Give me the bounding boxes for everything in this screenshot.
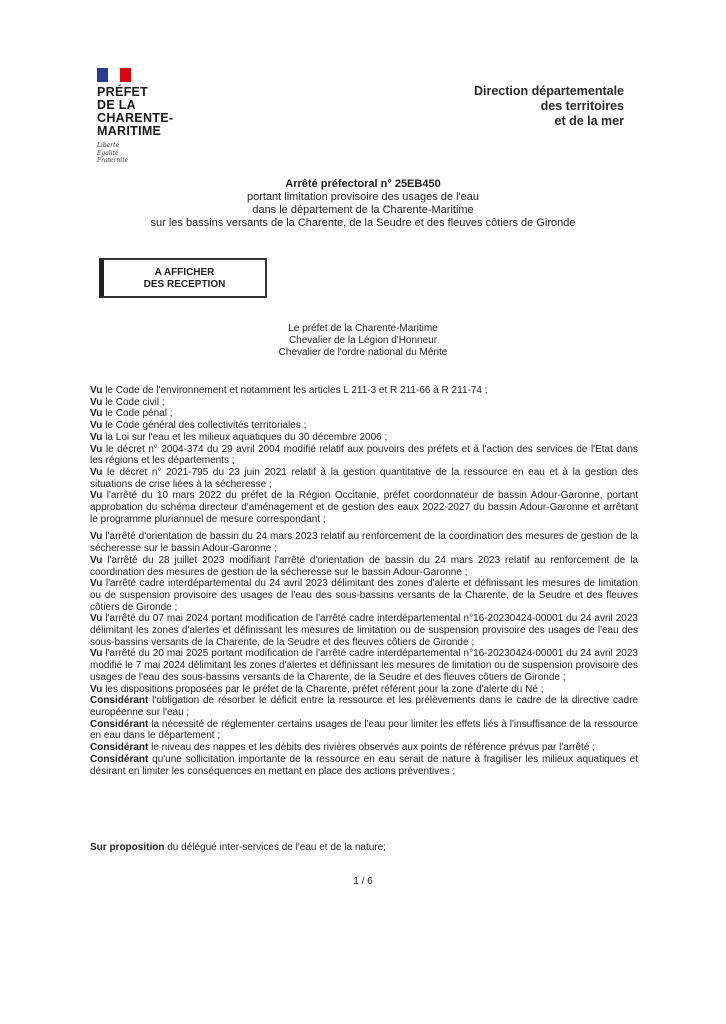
- consideration-text: la nécessité de réglementer certains usages de l'eau pour limiter les effets liés à l'insuffisance de la ressource en eau dans le département ;: [90, 718, 638, 742]
- proposal-text: du délégué inter-services de l'eau et de la nature;: [164, 842, 386, 853]
- issuing-direction: [474, 84, 624, 129]
- consideration-keyword: Vu: [90, 385, 103, 396]
- consideration-text: la Loi sur l'eau et les milieux aquatiques du 30 décembre 2006 ;: [102, 431, 388, 443]
- consideration-paragraph: [90, 444, 638, 467]
- consideration-paragraph: [90, 490, 638, 525]
- consideration-keyword: Vu: [90, 396, 103, 408]
- consideration-keyword: Vu: [90, 408, 103, 420]
- decree-title: [100, 178, 626, 230]
- consideration-paragraph: [90, 420, 638, 432]
- consideration-text: l'arrêté du 10 mars 2022 du préfet de la Région Occitanie, préfet coordonnateur de bassin Adour-Garonne, portant approbation du schéma directeur d'aménagement et de gestion des eaux 2022-2027 du bassin Adour-Garonne et arrêtant le programme pluriannuel de mesure correspondant ;: [90, 490, 638, 525]
- prefect-line: Chevalier de l'ordre national du Mérite: [278, 347, 448, 358]
- consideration-paragraph: [90, 408, 638, 420]
- consideration-keyword: Considérant: [90, 718, 149, 730]
- decree-subtitle-line: dans le département de la Charente-Maritime: [252, 204, 474, 216]
- consideration-paragraph: [90, 578, 638, 613]
- consideration-text: le Code général des collectivités territoriales ;: [102, 420, 307, 432]
- motto-line: Liberté: [97, 142, 120, 149]
- consideration-keyword: Vu: [90, 466, 103, 478]
- consideration-paragraph: [90, 531, 638, 554]
- prefect-line: Chevalier de la Légion d'Honneur: [288, 335, 438, 346]
- prefecture-name-line: MARITIME: [97, 124, 162, 138]
- prefecture-name: [97, 86, 217, 138]
- consideration-paragraph: [90, 432, 638, 444]
- prefecture-name-line: PRÉFET: [97, 85, 149, 99]
- consideration-keyword: Vu: [90, 431, 103, 443]
- consideration-paragraph: [90, 742, 638, 754]
- consideration-text: le Code de l'environnement et notamment les articles L 211-3 et R 211-66 à R 211-74 ;: [102, 385, 488, 396]
- prefecture-name-line: CHARENTE-: [97, 111, 174, 125]
- consideration-keyword: Vu: [90, 443, 103, 455]
- stamp-line: A AFFICHER: [154, 267, 215, 278]
- consideration-paragraph: [90, 397, 638, 409]
- decree-subtitle-line: sur les bassins versants de la Charente, de la Seudre et des fleuves côtiers de Gironde: [150, 217, 576, 229]
- direction-line: Direction départementale: [473, 84, 624, 98]
- decree-number: Arrêté préfectoral n° 25EB450: [285, 178, 441, 190]
- consideration-text: le décret n° 2021-795 du 23 juin 2021 relatif à la gestion quantitative de la ressource en eau et à la gestion des situations de crise liées à la sécheresse ;: [90, 466, 638, 490]
- consideration-paragraph: [90, 648, 638, 683]
- consideration-keyword: Vu: [90, 648, 103, 660]
- direction-line: et de la mer: [554, 114, 624, 128]
- prefect-titles: [200, 323, 526, 359]
- legal-considerations: [90, 385, 638, 777]
- consideration-text: le décret n° 2004-374 du 29 avril 2004 modifié relatif aux pouvoirs des préfets et à l'action des services de l'Etat dans les régions et les départements ;: [90, 443, 638, 467]
- posting-stamp: [99, 258, 267, 298]
- consideration-keyword: Vu: [90, 420, 103, 432]
- consideration-paragraph: [90, 613, 638, 648]
- consideration-paragraph: [90, 754, 638, 777]
- prefecture-name-line: DE LA: [97, 98, 136, 112]
- prefecture-logo: [97, 68, 217, 165]
- consideration-text: le Code pénal ;: [102, 408, 173, 420]
- consideration-keyword: Vu: [90, 683, 103, 695]
- french-flag-icon: [97, 68, 131, 82]
- consideration-paragraph: [90, 695, 638, 718]
- consideration-keyword: Considérant: [90, 695, 149, 707]
- consideration-paragraph: [90, 385, 638, 397]
- consideration-text: l'arrêté cadre interdépartemental du 24 avril 2023 délimitant des zones d'alerte et définissant les mesures de limitation ou de suspension provisoire des usages de l'eau des sous-bassins versants de la Charente, de la Seudre et des fleuves côtiers de Gironde ;: [90, 578, 638, 613]
- consideration-paragraph: [90, 719, 638, 742]
- consideration-paragraph: [90, 555, 638, 578]
- consideration-text: l'arrêté du 28 juillet 2023 modifiant l'arrêté d'orientation de bassin du 24 mars 2023 relatif au renforcement de la coordination des mesures de gestion de la sécheresse sur le bassin Adour-Garonne ;: [90, 554, 638, 578]
- stamp-line: DES RECEPTION: [143, 279, 226, 290]
- motto-line: Fraternité: [97, 157, 129, 164]
- consideration-keyword: Vu: [90, 490, 103, 502]
- consideration-text: l'arrêté du 07 mai 2024 portant modification de l'arrêté cadre interdépartemental n°16-20230424-00001 du 24 avril 2023 délimitant les zones d'alertes et définissant les mesures de limitation ou de suspension provisoire des usages de l'eau des sous-bassins versants de la Charente, de la Seudre et des fleuves côtiers de Gironde ;: [90, 613, 638, 648]
- consideration-text: l'obligation de résorber le déficit entre la ressource et les prélèvements dans le cadre de la directive cadre européenne sur l'eau ;: [90, 695, 638, 718]
- consideration-keyword: Vu: [90, 554, 103, 566]
- consideration-keyword: Considérant: [90, 753, 149, 765]
- consideration-paragraph: [90, 467, 638, 490]
- proposal-line: [90, 842, 638, 854]
- consideration-keyword: Vu: [90, 531, 103, 543]
- direction-line: des territoires: [540, 99, 624, 113]
- consideration-keyword: Considérant: [90, 742, 149, 754]
- proposal-keyword: Sur proposition: [90, 842, 165, 853]
- consideration-keyword: Vu: [90, 578, 103, 590]
- consideration-keyword: Vu: [90, 613, 103, 625]
- motto-line: Égalité: [97, 149, 119, 157]
- consideration-text: qu'une sollicitation importante de la ressource en eau serait de nature à fragiliser les milieux aquatiques et désirant en limiter les conséquences en mettant en place des actions préventives ;: [90, 753, 638, 777]
- consideration-text: l'arrêté d'orientation de bassin du 24 mars 2023 relatif au renforcement de la coordination des mesures de gestion de la sécheresse sur le bassin Adour-Garonne ;: [90, 531, 638, 555]
- page-number: 1 / 6: [353, 876, 373, 887]
- prefect-line: Le préfet de la Charente-Maritime: [288, 323, 438, 334]
- consideration-paragraph: [90, 684, 638, 696]
- consideration-text: l'arrêté du 20 mai 2025 portant modification de l'arrêté cadre interdépartemental n°16-20230424-00001 du 24 avril 2023 modifié le 7 mai 2024 délimitant les zones d'alertes et définissant les mesures de limitation ou de suspension provisoire des usages de l'eau des sous-bassins versants de la Charente, de la Seudre et des fleuves côtiers de Gironde ;: [90, 648, 638, 683]
- consideration-text: le Code civil ;: [102, 396, 165, 408]
- consideration-text: le niveau des nappes et les débits des rivières observés aux points de référence prévus par l'arrêté ;: [148, 742, 595, 754]
- decree-subtitle-line: portant limitation provisoire des usages de l'eau: [246, 191, 479, 203]
- consideration-text: les dispositions proposées par le préfet de la Charente, préfet référent pour la zone d'alerte du Né ;: [102, 683, 544, 695]
- republic-motto: [97, 142, 217, 165]
